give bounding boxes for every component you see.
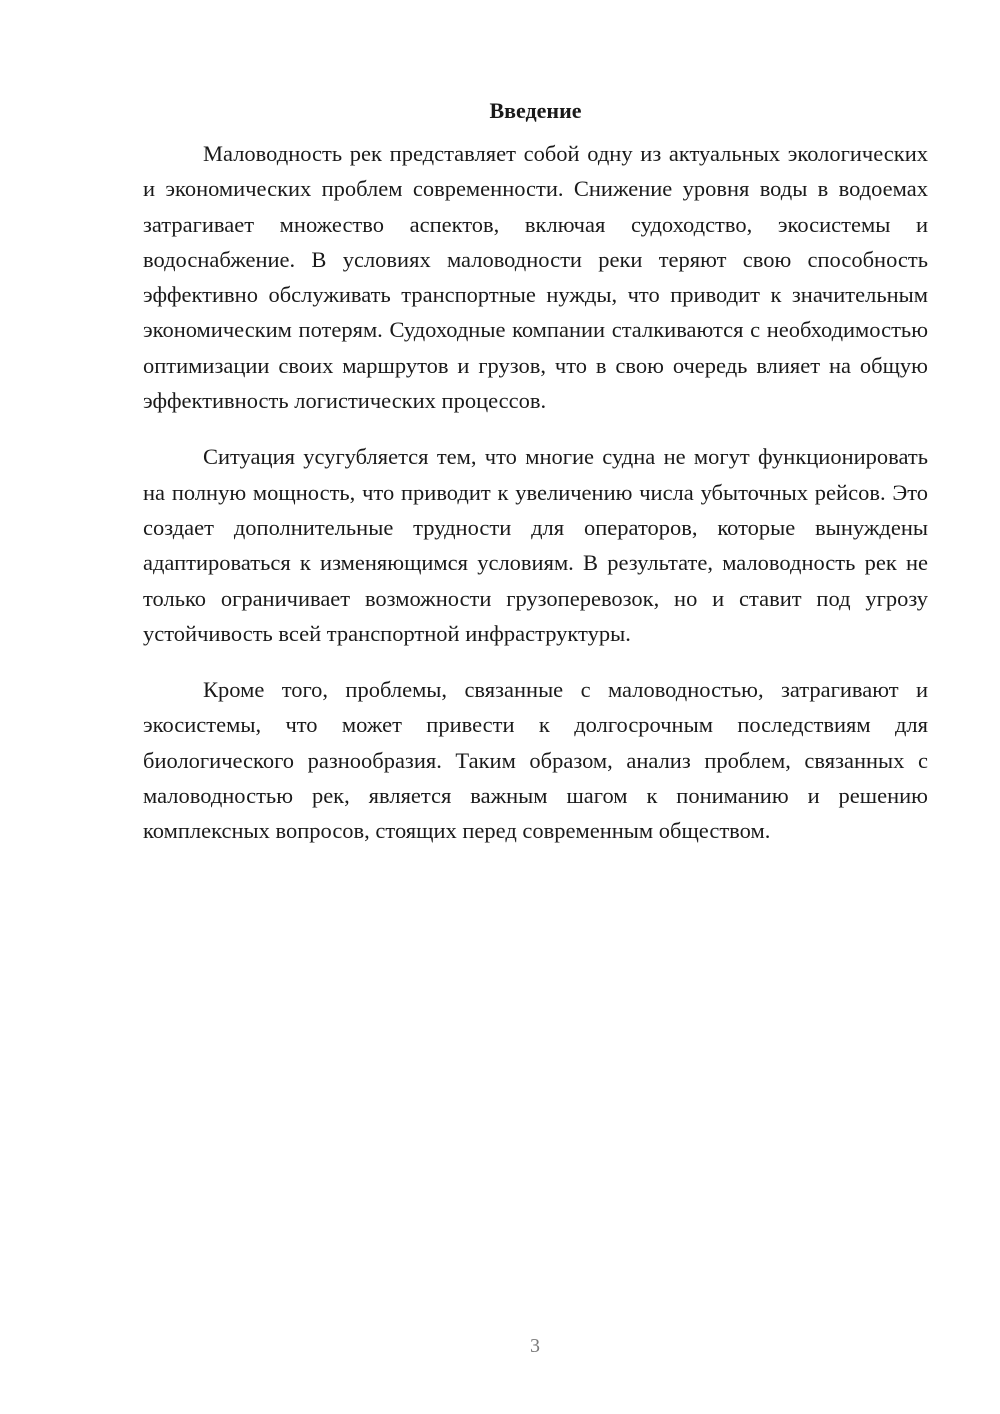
paragraph-1: Маловодность рек представляет собой одну из актуальных экологических и экономических проблем современности. Снижение уровня воды в водоемах затрагивает множество аспектов, включая судоходство, экосистемы и водоснабжение. В условиях маловодности реки теряют свою способность эффективно обслуживать транспортные нужды, что приводит к значительным экономическим потерям. Судоходные компании сталкиваются с необходимостью оптимизации своих маршрутов и грузов, что в свою очередь влияет на общую эффективность логистических процессов. (143, 141, 928, 414)
section-title: Введение (489, 98, 582, 123)
page-number: 3 (530, 1335, 540, 1357)
paragraph-2: Ситуация усугубляется тем, что многие судна не могут функционировать на полную мощность, что приводит к увеличению числа убыточных рейсов. Это создает дополнительные трудности для операторов, которые вынуждены адаптироваться к изменяющимся условиям. В результате, маловодность рек не только ограничивает возможности грузоперевозок, но и ставит под угрозу устойчивость всей транспортной инфраструктуры. (143, 444, 928, 646)
paragraph-3: Кроме того, проблемы, связанные с маловодностью, затрагивают и экосистемы, что может привести к долгосрочным последствиям для биологического разнообразия. Таким образом, анализ проблем, связанных с маловодностью рек, является важным шагом к пониманию и решению комплексных вопросов, стоящих перед современным обществом. (143, 677, 928, 844)
page-content (143, 96, 928, 849)
